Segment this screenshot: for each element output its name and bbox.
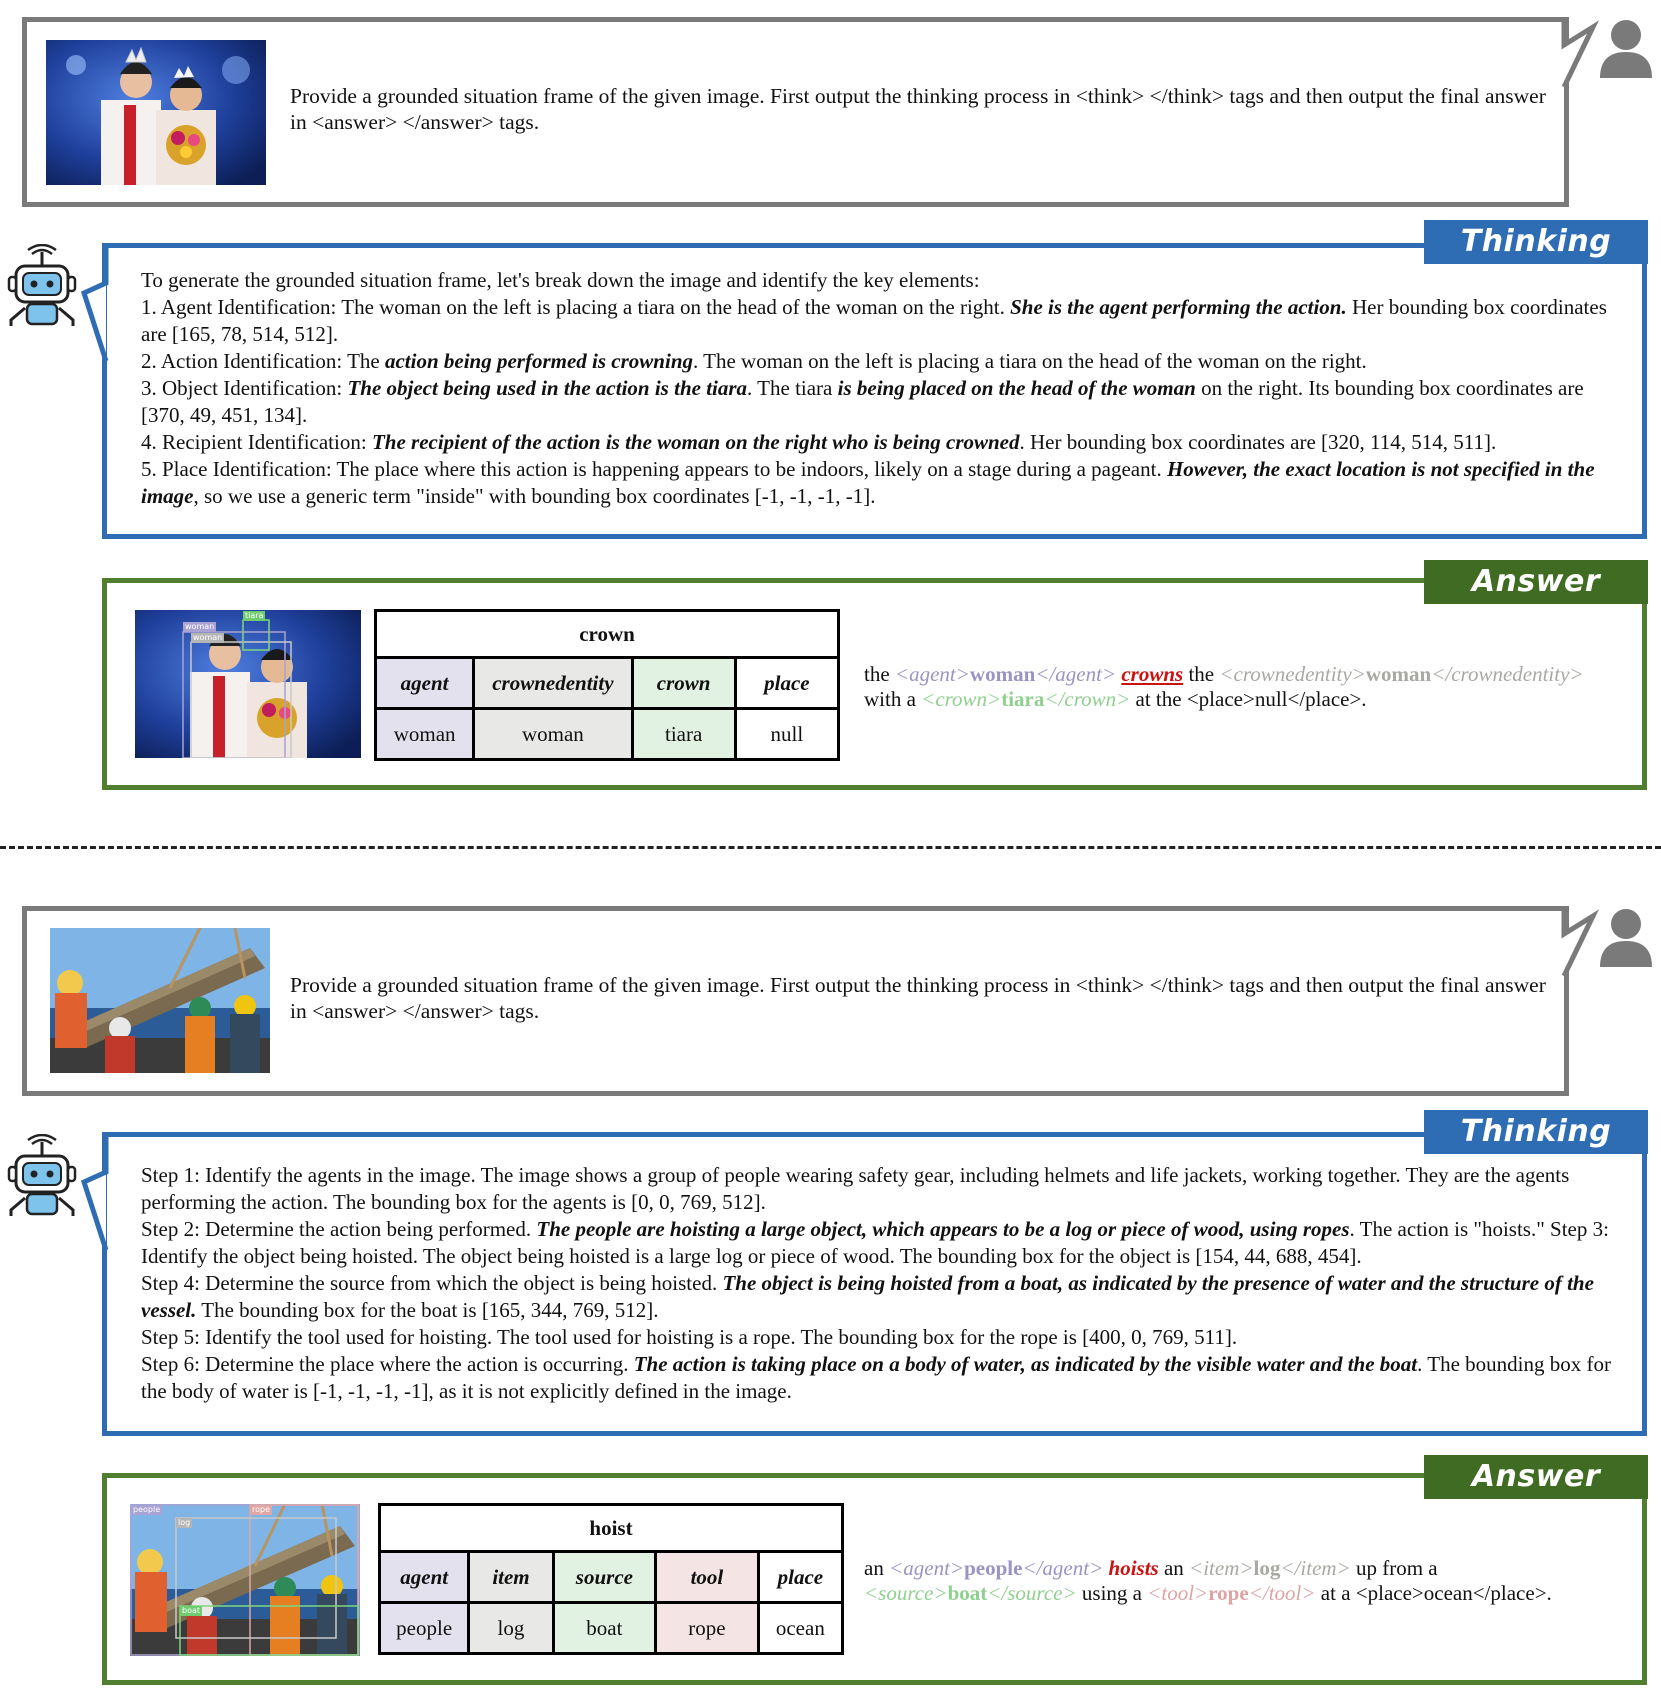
robot-icon [3,244,81,328]
bbox-label: woman [185,622,215,631]
answer-label-1: Answer [1424,560,1648,604]
role-value: woman [474,709,632,760]
thinking-text-2 [141,1162,1626,1405]
role-header: item [469,1552,553,1603]
frame-table-2 [378,1503,844,1655]
role-header: agent [376,658,474,709]
thinking-line: 5. Place Identification: The place where this action is happening appears to be indoors, likely on a stage during a pageant. However, the exact location is not specified in the image, so we use a generic term "inside" with bounding box coordinates [-1, -1, -1, -1]. [141,457,1595,508]
answer-verb: crowns [1121,662,1184,686]
bbox-label: boat [182,1606,201,1615]
frame-table-1 [374,609,840,761]
prompt-tail-1 [1560,17,1600,92]
role-value: null [735,709,838,760]
answer-line: the <agent>woman</agent> crowns the <crownedentity>woman</crownedentity> [864,662,1584,686]
thinking-line: Step 1: Identify the agents in the image. The image shows a group of people wearing safety gear, including helmets and life jackets, working together. They are the agents performing the action. The bounding box for the agents is [0, 0, 769, 512]. [141,1163,1570,1214]
prompt-image-2 [50,928,270,1073]
bbox-label: people [133,1505,161,1514]
bbox-label: rope [252,1505,271,1514]
user-icon [1598,907,1654,969]
thinking-line: Step 2: Determine the action being performed. The people are hoisting a large object, which appears to be a log or piece of wood, using ropes. The action is "hoists." Step 3: Identify the object being hoisted. The object being hoisted is a large log or piece of wood. The bounding box for the object is [154, 44, 688, 454]. [141,1217,1609,1268]
thinking-label-1: Thinking [1424,220,1648,264]
bbox-label: log [178,1518,191,1527]
answer-image-2 [130,1504,360,1656]
role-value: woman [376,709,474,760]
thinking-tail-2 [80,1132,110,1252]
role-header: source [553,1552,656,1603]
frame-verb: hoist [380,1505,843,1552]
role-header: place [735,658,838,709]
role-value: boat [553,1603,656,1654]
answer-label-2: Answer [1424,1455,1648,1499]
role-value: tiara [632,709,735,760]
frame-verb: crown [376,611,839,658]
role-header: tool [656,1552,759,1603]
answer-line: with a <crown>tiara</crown> at the <place>null</place>. [864,687,1367,711]
role-header: crown [632,658,735,709]
thinking-line: 4. Recipient Identification: The recipient of the action is the woman on the right who is being crowned. Her bounding box coordinates are [320, 114, 514, 511]. [141,430,1497,454]
thinking-line: Step 5: Identify the tool used for hoisting. The tool used for hoisting is a rope. The bounding box for the rope is [400, 0, 769, 511]. [141,1325,1238,1349]
thinking-line: 2. Action Identification: The action being performed is crowning. The woman on the left is placing a tiara on the head of the woman on the right. [141,349,1367,373]
role-header: agent [380,1552,469,1603]
prompt-text-2: Provide a grounded situation frame of the given image. First output the thinking process in <think> </think> tags and then output the final answer in <answer> </answer> tags. [290,973,1546,1023]
thinking-line: To generate the grounded situation frame, let's break down the image and identify the key elements: [141,268,980,292]
answer-text-1 [864,662,1639,712]
answer-text-2 [864,1556,1639,1606]
thinking-line: Step 4: Determine the source from which the object is being hoisted. The object is being hoisted from a boat, as indicated by the presence of water and the structure of the vessel. The bounding box for the boat is [165, 344, 769, 512]. [141,1271,1594,1322]
thinking-text-1 [141,267,1626,510]
answer-line: <source>boat</source> using a <tool>rope</tool> at a <place>ocean</place>. [864,1581,1552,1605]
answer-image-1 [135,610,361,758]
thinking-label-2: Thinking [1424,1110,1648,1154]
prompt-image-1 [46,40,266,185]
thinking-line: Step 6: Determine the place where the action is occurring. The action is taking place on a body of water, as indicated by the visible water and the boat. The bounding box for the body of water is [-1, -1, -1, -1], as it is not explicitly defined in the image. [141,1352,1611,1403]
thinking-line: 3. Object Identification: The object being used in the action is the tiara. The tiara is being placed on the head of the woman on the right. Its bounding box coordinates are [370, 49, 451, 134]. [141,376,1584,427]
user-icon [1598,18,1654,80]
robot-icon [3,1134,81,1218]
prompt-text-1: Provide a grounded situation frame of the given image. First output the thinking process in <think> </think> tags and then output the final answer in <answer> </answer> tags. [290,84,1546,134]
thinking-line: 1. Agent Identification: The woman on the left is placing a tiara on the head of the woman on the right. She is the agent performing the action. Her bounding box coordinates are [165, 78, 514, 512]. [141,295,1607,346]
role-value: ocean [758,1603,842,1654]
role-header: place [758,1552,842,1603]
bbox-label: woman [193,633,223,642]
role-value: log [469,1603,553,1654]
role-value: people [380,1603,469,1654]
prompt-tail-2 [1560,906,1600,981]
answer-line: an <agent>people</agent> hoists an <item>log</item> up from a [864,1556,1438,1580]
thinking-tail-1 [80,243,110,363]
bbox-label: tiara [245,611,264,620]
answer-verb: hoists [1108,1556,1159,1580]
role-value: rope [656,1603,759,1654]
role-header: crownedentity [474,658,632,709]
section-divider [0,846,1661,849]
